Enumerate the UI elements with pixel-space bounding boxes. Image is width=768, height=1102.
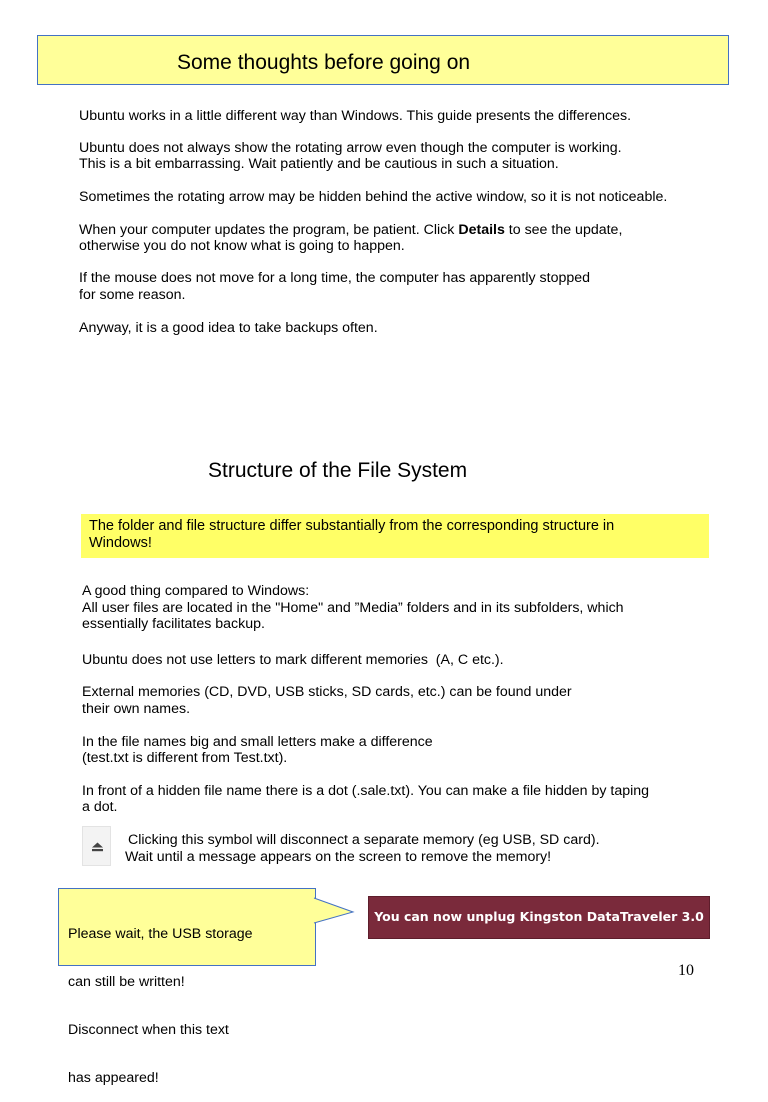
eject-icon-glyph xyxy=(83,827,112,867)
intro-paragraph-2-line-2: This is a bit embarrassing. Wait patiently and be cautious in such a situation. xyxy=(79,156,559,172)
fs-paragraph-2: Ubuntu does not use letters to mark different memories (A, C etc.). xyxy=(82,652,504,668)
section-heading: Structure of the File System xyxy=(208,459,468,482)
page-title: Some thoughts before going on xyxy=(177,51,471,74)
fs-paragraph-1-line-2: All user files are located in the "Home" and ”Media” folders and in its subfolders, which xyxy=(82,600,624,616)
title-box xyxy=(37,35,729,85)
eject-description-line-2: Wait until a message appears on the screen to remove the memory! xyxy=(125,849,552,865)
fs-paragraph-5-line-1: In front of a hidden file name there is a dot (.sale.txt). You can make a file hidden by taping xyxy=(82,783,650,799)
usb-warning-callout xyxy=(58,888,316,1086)
fs-paragraph-4-line-2: (test.txt is different from Test.txt). xyxy=(82,750,288,766)
highlight-line-2: Windows! xyxy=(89,535,152,551)
intro-paragraph-5-line-1: If the mouse does not move for a long time, the computer has apparently stopped xyxy=(79,270,591,286)
callout-line-3: Disconnect when this text xyxy=(68,1022,229,1038)
unplug-notification xyxy=(368,896,710,939)
highlight-band xyxy=(81,514,709,558)
intro-p4-pre: When your computer updates the program, be patient. Click xyxy=(79,222,459,238)
fs-paragraph-1-line-3: essentially facilitates backup. xyxy=(82,616,265,632)
fs-paragraph-3-line-2: their own names. xyxy=(82,701,191,717)
intro-paragraph-2-line-1: Ubuntu does not always show the rotating arrow even though the computer is working. xyxy=(79,140,622,156)
intro-paragraph-4-line-2: otherwise you do not know what is going to happen. xyxy=(79,238,405,254)
intro-paragraph-3: Sometimes the rotating arrow may be hidden behind the active window, so it is not noticeable. xyxy=(79,189,668,205)
callout-line-1: Please wait, the USB storage xyxy=(68,926,253,942)
intro-paragraph-6: Anyway, it is a good idea to take backups often. xyxy=(79,320,378,336)
fs-paragraph-5-line-2: a dot. xyxy=(82,799,118,815)
details-emphasis: Details xyxy=(458,222,505,238)
fs-paragraph-4-line-1: In the file names big and small letters make a difference xyxy=(82,734,433,750)
intro-paragraph-1: Ubuntu works in a little different way than Windows. This guide presents the differences. xyxy=(79,108,632,124)
fs-paragraph-3-line-1: External memories (CD, DVD, USB sticks, SD cards, etc.) can be found under xyxy=(82,684,572,700)
intro-p4-post: to see the update, xyxy=(504,222,623,238)
notification-text: You can now unplug Kingston DataTraveler 3.0 xyxy=(374,909,704,924)
callout-line-2: can still be written! xyxy=(68,974,185,990)
callout-pointer xyxy=(313,893,357,933)
fs-paragraph-1-line-1: A good thing compared to Windows: xyxy=(82,583,310,599)
highlight-line-1: The folder and file structure differ substantially from the corresponding structure in xyxy=(89,518,615,534)
eject-description-line-1: Clicking this symbol will disconnect a separate memory (eg USB, SD card). xyxy=(128,832,600,848)
page-number: 10 xyxy=(678,962,694,979)
intro-paragraph-4-line-1 xyxy=(79,222,622,239)
intro-paragraph-5-line-2: for some reason. xyxy=(79,287,186,303)
eject-icon[interactable] xyxy=(82,826,111,866)
callout-line-4: has appeared! xyxy=(68,1070,159,1086)
